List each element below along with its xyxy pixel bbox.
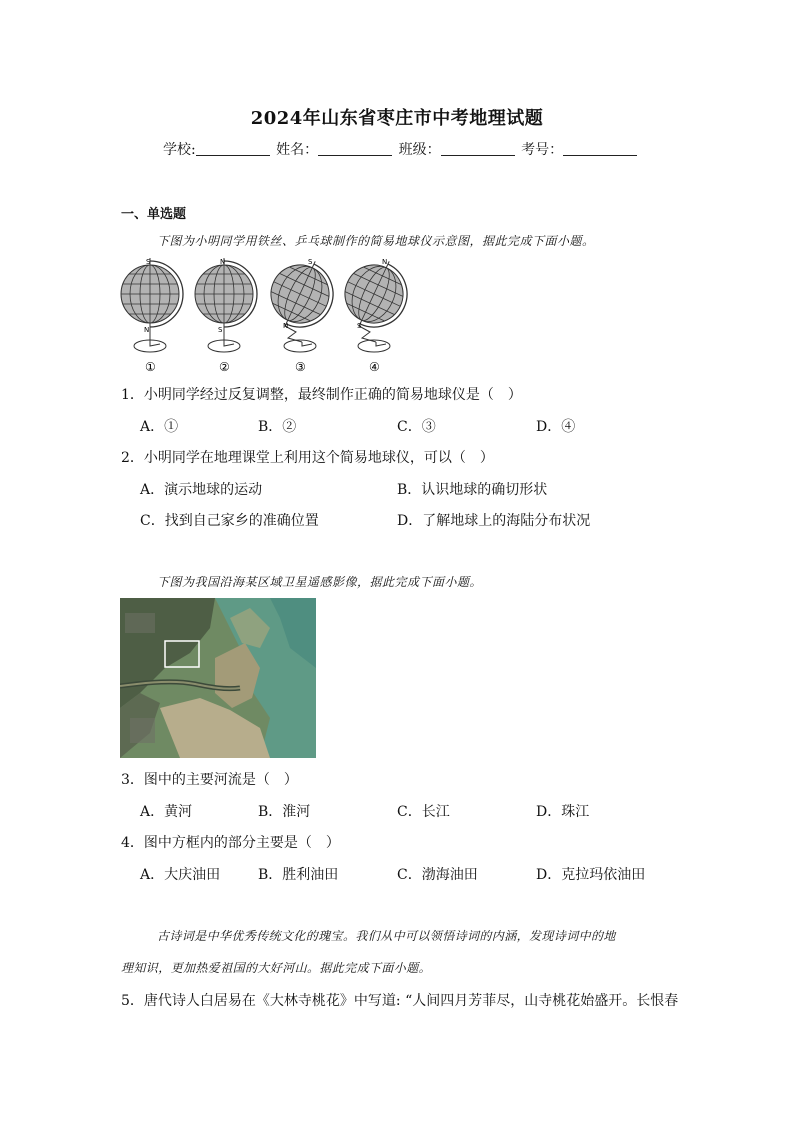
question-3: 3．图中的主要河流是（ ）: [121, 772, 298, 788]
globe-3-label: ③: [295, 360, 306, 374]
school-label: 学校:: [163, 142, 196, 158]
question-5: 5．唐代诗人白居易在《大林寺桃花》中写道: “人间四月芳菲尽，山寺桃花始盛开。长恨春: [121, 993, 679, 1009]
class-blank[interactable]: [441, 141, 515, 156]
exam-number-blank[interactable]: [563, 141, 637, 156]
globe-models-figure: [116, 254, 416, 374]
q1-option-d[interactable]: D．④: [536, 419, 576, 435]
group2-intro: 下图为我国沿海某区域卫星遥感影像，据此完成下面小题。: [157, 575, 483, 589]
group1-intro: 下图为小明同学用铁丝、乒乓球制作的简易地球仪示意图，据此完成下面小题。: [157, 234, 595, 248]
page-title: 2024年山东省枣庄市中考地理试题: [250, 108, 544, 129]
q2-option-b[interactable]: B．认识地球的确切形状: [397, 482, 548, 498]
name-blank[interactable]: [318, 141, 392, 156]
globe-1-label: ①: [145, 360, 156, 374]
q4-option-d[interactable]: D．克拉玛依油田: [536, 867, 646, 883]
group3-intro-line1: 古诗词是中华优秀传统文化的瑰宝。我们从中可以领悟诗词的内涵，发现诗词中的地: [157, 929, 616, 943]
q3-option-d[interactable]: D．珠江: [536, 804, 590, 820]
q1-option-c[interactable]: C．③: [397, 419, 436, 435]
q2-option-d[interactable]: D．了解地球上的海陆分布状况: [397, 513, 591, 529]
globe-4-north-label: N: [382, 258, 388, 266]
q3-option-c[interactable]: C．长江: [397, 804, 450, 820]
globe-2-label: ②: [219, 360, 230, 374]
class-label: 班级：: [398, 142, 441, 158]
question-4: 4．图中方框内的部分主要是（ ）: [121, 835, 340, 851]
q1-option-b[interactable]: B．②: [258, 419, 297, 435]
group3-intro-line2: 理知识，更加热爱祖国的大好河山。据此完成下面小题。: [121, 961, 432, 975]
section-heading: 一、单选题: [121, 207, 187, 222]
globe-3-north-label: N: [283, 322, 289, 330]
globe-4-south-label: S: [357, 322, 362, 330]
exam-number-label: 考号：: [521, 142, 564, 158]
globe-4: [332, 254, 416, 352]
globe-3: [258, 254, 346, 352]
q3-option-b[interactable]: B．淮河: [258, 804, 311, 820]
q2-option-c[interactable]: C．找到自己家乡的准确位置: [140, 513, 319, 529]
q4-option-b[interactable]: B．胜利油田: [258, 867, 339, 883]
globe-3-south-label: S: [308, 258, 313, 266]
globe-2-north-label: N: [220, 258, 226, 266]
school-blank[interactable]: [196, 141, 270, 156]
name-label: 姓名：: [276, 142, 319, 158]
q1-option-a[interactable]: A．①: [140, 419, 179, 435]
q4-option-c[interactable]: C．渤海油田: [397, 867, 478, 883]
question-1: 1．小明同学经过反复调整，最终制作正确的简易地球仪是（ ）: [121, 387, 522, 403]
globe-1-north-label: N: [144, 326, 150, 334]
globe-4-label: ④: [369, 360, 380, 374]
satellite-image: [120, 598, 316, 758]
globe-1: [120, 258, 183, 352]
globe-2-south-label: S: [218, 326, 223, 334]
q4-option-a[interactable]: A．大庆油田: [140, 867, 221, 883]
q3-option-a[interactable]: A．黄河: [140, 804, 193, 820]
student-info-row: [163, 139, 639, 159]
question-2: 2．小明同学在地理课堂上利用这个简易地球仪，可以（ ）: [121, 450, 494, 466]
globe-1-south-label: S: [146, 258, 151, 266]
globe-2: [194, 258, 257, 352]
q2-option-a[interactable]: A．演示地球的运动: [140, 482, 263, 498]
